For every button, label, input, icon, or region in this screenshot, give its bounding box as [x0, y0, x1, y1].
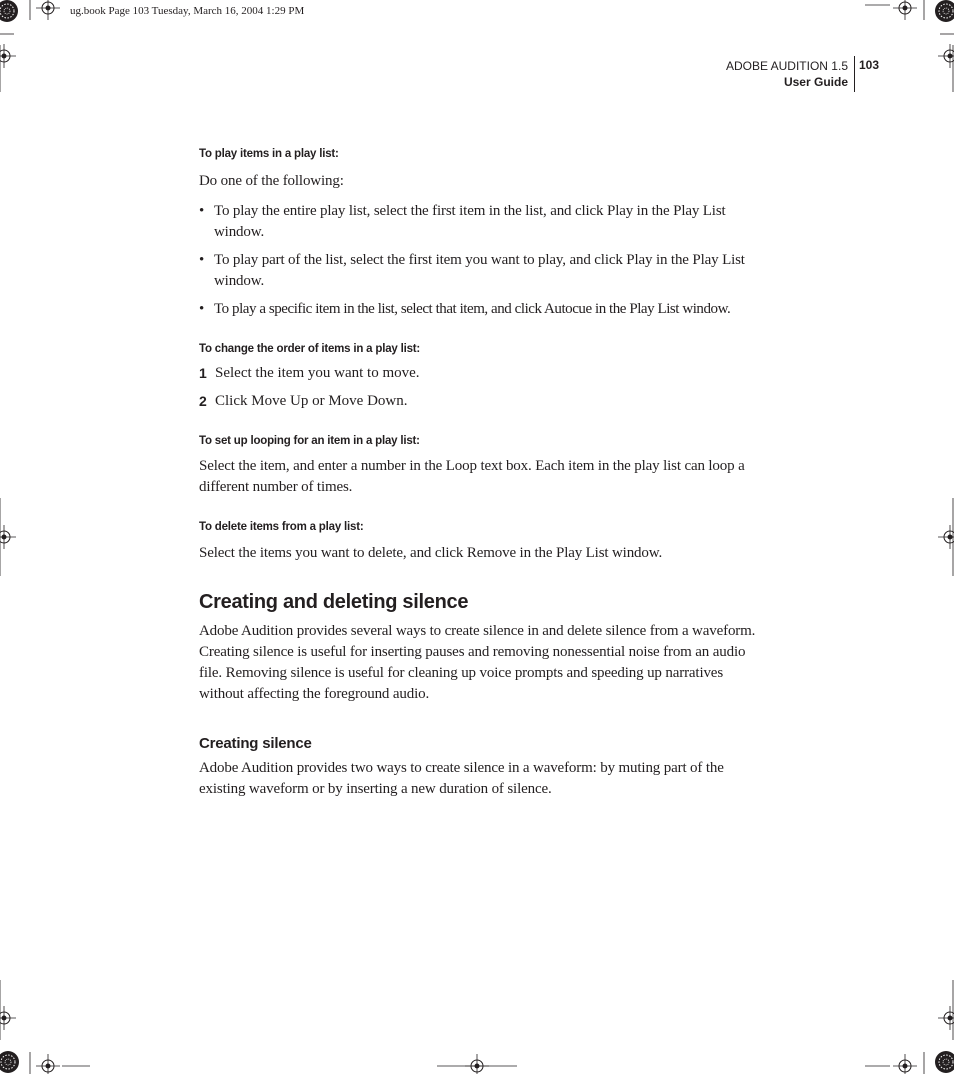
page-content — [199, 148, 759, 800]
creating-silence-body: Adobe Audition provides two ways to create silence in a waveform: by muting part of the existing waveform or by inserting a new duration of silence. — [199, 760, 724, 797]
running-head-guide: User Guide — [783, 75, 848, 89]
running-head-product: ADOBE AUDITION 1.5 — [725, 59, 848, 73]
play-intro: Do one of the following: — [199, 173, 344, 189]
step-number: 1 — [199, 365, 207, 381]
procedure-heading-order: To change the order of items in a play list: — [199, 343, 421, 355]
silence-body: Adobe Audition provides several ways to create silence in and delete silence from a waveform. Creating silence is useful for inserting pauses and removing nonessential noise from an audio file. Removing silence is useful for cleaning up voice prompts and speeding up narratives without affecting the foreground audio. — [199, 623, 756, 702]
running-head-rule — [854, 56, 855, 92]
step-text: Click Move Up or Move Down. — [215, 393, 408, 409]
section-heading-silence: Creating and deleting silence — [199, 591, 469, 613]
running-head — [726, 58, 848, 90]
step-item — [199, 363, 759, 384]
step-item — [199, 391, 759, 412]
step-number: 2 — [199, 393, 207, 409]
bullet-text: To play the entire play list, select the first item in the list, and click Play in the Play List window. — [214, 203, 726, 240]
bullet-text: To play a specific item in the list, select that item, and click Autocue in the Play List window. — [214, 301, 731, 317]
step-text: Select the item you want to move. — [215, 365, 420, 381]
delete-body: Select the items you want to delete, and click Remove in the Play List window. — [199, 545, 663, 561]
list-item — [199, 250, 759, 292]
bullet-text: To play part of the list, select the first item you want to play, and click Play in the Play List window. — [214, 252, 745, 289]
procedure-heading-play: To play items in a play list: — [199, 148, 339, 160]
subsection-heading-creating-silence: Creating silence — [199, 735, 312, 752]
bullet-glyph: • — [199, 203, 205, 219]
page-number: 103 — [859, 58, 880, 72]
bullet-glyph: • — [199, 301, 204, 317]
bullet-glyph: • — [199, 252, 205, 268]
loop-body: Select the item, and enter a number in the Loop text box. Each item in the play list can loop a different number of times. — [199, 458, 745, 495]
list-item — [199, 201, 759, 243]
list-item — [199, 299, 759, 320]
print-slug: ug.book Page 103 Tuesday, March 16, 2004 1:29 PM — [70, 5, 305, 17]
procedure-heading-loop: To set up looping for an item in a play list: — [199, 435, 420, 447]
procedure-heading-delete: To delete items from a play list: — [199, 521, 364, 533]
